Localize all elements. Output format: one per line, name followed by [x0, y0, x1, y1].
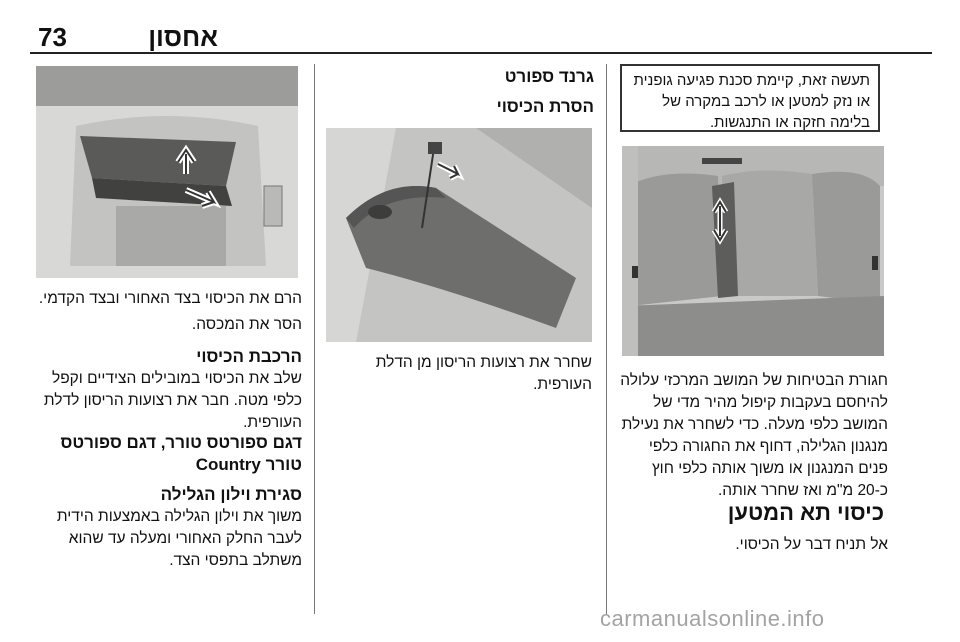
- chapter-title: אחסון: [148, 22, 218, 52]
- heading-grand-sport: גרנד ספורט: [504, 67, 594, 86]
- roller-blind-text: משוך את וילון הגלילה באמצעות הידית לעבר החלק האחורי ומעלה עד שהוא משתלב בתפסי הצד.: [56, 508, 302, 569]
- warning-text: תעשה זאת, קיימת סכנת פגיעה גופנית או נזק למטען או לרכב במקרה של בלימה חזקה או התנגשות.: [633, 72, 870, 131]
- tailgate-strap-image: [326, 128, 592, 342]
- warning-box: [620, 64, 880, 132]
- rear-seat-belt-image: [622, 146, 884, 356]
- sports-tourer-heading: דגם ספורטס טורר, דגם ספורטס טורר Country: [60, 433, 302, 474]
- middle-caption: שחרר את רצועות הריסון מן הדלת העורפית.: [375, 354, 592, 393]
- belt-paragraph: חגורת הבטיחות של המושב המרכזי עלולה להיחסם בעקבות קיפול מהיר מדי של המושב כלפי מעלה. כדי לשחרר את נעילת מנגנון הגלילה, דחוף את החגורה כלפי פנים המנגנון או משוך אותה כלפי חוץ כ-20 מ"מ ואז שחרר אותה.: [620, 372, 888, 499]
- roller-blind-heading: סגירת וילון הגלילה: [160, 485, 302, 504]
- install-text: שלב את הכיסוי במובילים הצידיים וקפל כלפי מטה. חבר את רצועות הריסון לדלת העורפית.: [43, 370, 302, 431]
- header-rule: [30, 52, 932, 54]
- watermark: carmanualsonline.info: [600, 606, 825, 631]
- heading-load-cover: כיסוי תא המטען: [727, 500, 884, 525]
- column-divider-right: [606, 64, 607, 614]
- rear-seat-illustration: [622, 146, 884, 356]
- install-heading: הרכבת הכיסוי: [196, 347, 302, 366]
- cargo-cover-image: [36, 66, 298, 278]
- subheading-remove-cover: הסרת הכיסוי: [496, 97, 594, 116]
- page-number: 73: [38, 22, 67, 52]
- remove-cover-text: הסר את המכסה.: [191, 316, 302, 333]
- raise-cover-text: הרם את הכיסוי בצד האחורי ובצד הקדמי.: [38, 290, 302, 307]
- column-divider-left: [314, 64, 315, 614]
- tailgate-illustration: [326, 128, 592, 342]
- cargo-cover-illustration: [36, 66, 298, 278]
- no-load-text: אל תניח דבר על הכיסוי.: [735, 536, 888, 553]
